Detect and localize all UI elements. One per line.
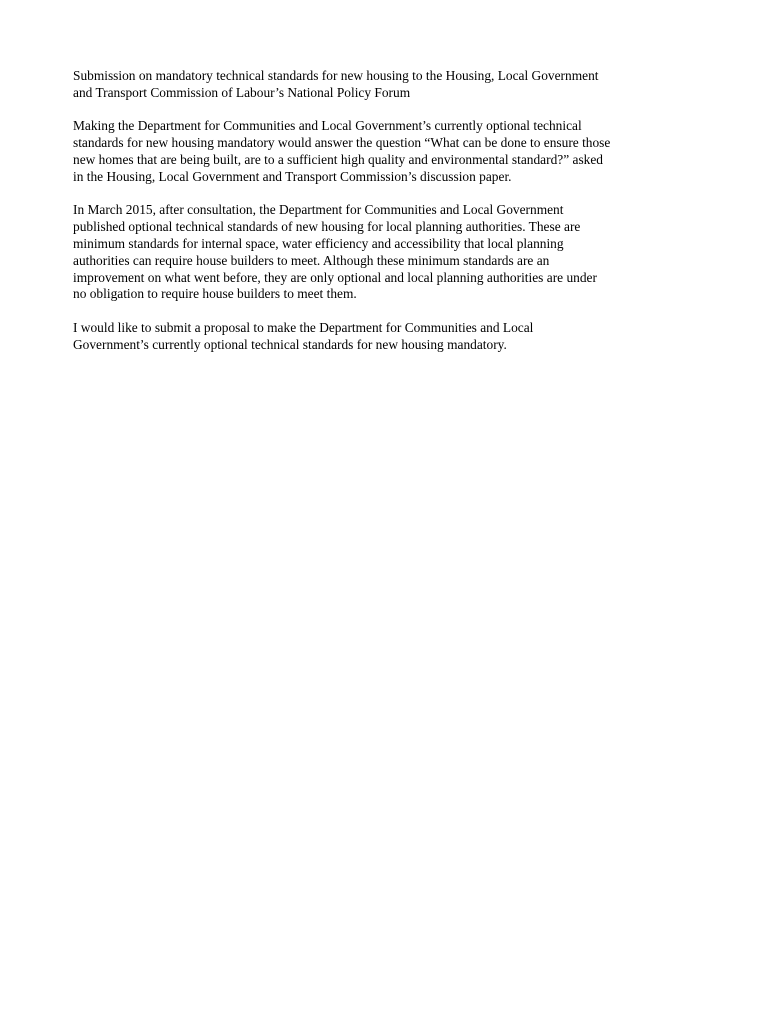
body-paragraph: Making the Department for Communities and Local Government’s currently optional technical standards for new housing mandatory would answer the question “What can be done to ensure those new homes that are being built, are to a sufficient high quality and environmental standard?” asked in the Housing, Local Government and Transport Commission’s discussion paper. — [73, 118, 611, 184]
document-body — [73, 68, 703, 370]
body-paragraph: In March 2015, after consultation, the Department for Communities and Local Government published optional technical standards of new housing for local planning authorities. These are minimum standards for internal space, water efficiency and accessibility that local planning authorities can require house builders to meet. Although these minimum standards are an improvement on what went before, they are only optional and local planning authorities are under no obligation to require house builders to meet them. — [73, 202, 597, 302]
body-paragraph: I would like to submit a proposal to make the Department for Communities and Local Government’s currently optional technical standards for new housing mandatory. — [73, 319, 534, 352]
document-title-paragraph: Submission on mandatory technical standards for new housing to the Housing, Local Government and Transport Commission of Labour’s National Policy Forum — [73, 68, 599, 100]
